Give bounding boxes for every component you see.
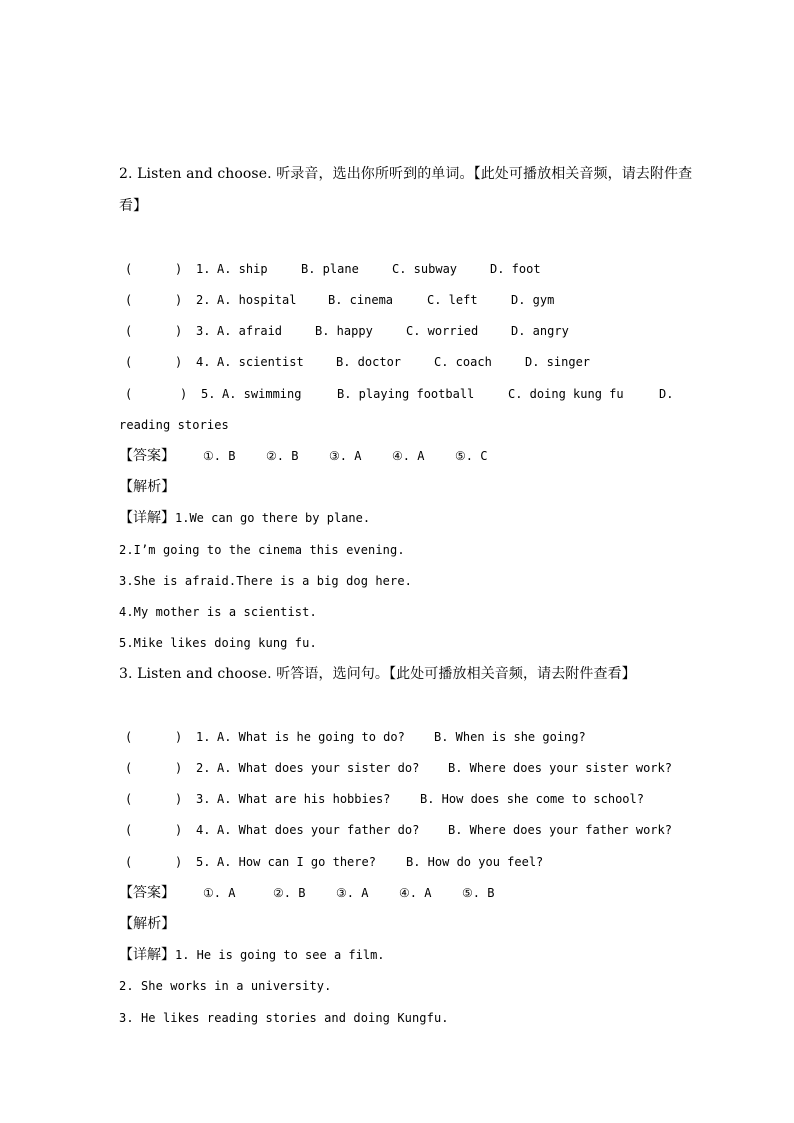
option-a: A. How can I go there? xyxy=(217,855,376,869)
option-b: B. plane xyxy=(301,262,359,276)
option-a: A. What are his hobbies? xyxy=(217,792,391,806)
detail-text: 3. He likes reading stories and doing Kungfu. xyxy=(119,1011,449,1025)
item-number: 1. xyxy=(196,730,211,744)
answer-label: 【答案】 xyxy=(119,448,175,464)
answer-paren-close: ) xyxy=(175,761,183,775)
detail-label: 【详解】 xyxy=(119,947,175,963)
list-item xyxy=(119,291,679,309)
list-item xyxy=(119,759,679,777)
analysis-label: 【解析】 xyxy=(119,916,176,932)
option-b: B. happy xyxy=(315,324,373,338)
analysis-label: 【解析】 xyxy=(119,479,176,495)
item-number: 2. xyxy=(196,293,211,307)
list-item xyxy=(119,322,679,340)
answer-paren-open: ( xyxy=(125,355,133,369)
answer-4: ④. A xyxy=(392,449,425,463)
answer-paren-close: ) xyxy=(175,355,183,369)
list-item xyxy=(119,853,679,871)
list-item xyxy=(119,821,679,839)
answer-paren-open: ( xyxy=(125,792,133,806)
option-b: B. cinema xyxy=(328,293,394,307)
section2-title: 2. Listen and choose. 听录音，选出你所听到的单词。【此处可播放相关音频，请去附件查 xyxy=(119,166,693,182)
option-a: A. What does your sister do? xyxy=(217,761,420,775)
detail-text: 1.We can go there by plane. xyxy=(175,511,371,525)
option-a: A. What is he going to do? xyxy=(217,730,405,744)
answer-paren-open: ( xyxy=(125,855,133,869)
list-item xyxy=(119,728,679,746)
answer-paren-open: ( xyxy=(125,293,133,307)
answer-1: ①. B xyxy=(203,449,236,463)
option-a: A. ship xyxy=(217,262,268,276)
option-d: D. angry xyxy=(511,324,569,338)
answer-1: ①. A xyxy=(203,886,236,900)
option-c: C. doing kung fu xyxy=(508,387,624,401)
section2-title-wrap: 看】 xyxy=(119,198,148,214)
option-b: B. Where does your sister work? xyxy=(448,761,672,775)
answer-paren-close: ) xyxy=(175,293,183,307)
option-d: D. singer xyxy=(525,355,591,369)
option-b: B. Where does your father work? xyxy=(448,823,672,837)
detail-text: 2.I’m going to the cinema this evening. xyxy=(119,543,405,557)
list-item xyxy=(119,385,679,403)
item-number: 1. xyxy=(196,262,211,276)
answer-2: ②. B xyxy=(266,449,299,463)
option-b: B. playing football xyxy=(337,387,475,401)
answer-3: ③. A xyxy=(329,449,362,463)
item-number: 3. xyxy=(196,324,211,338)
detail-text: 2. She works in a university. xyxy=(119,979,332,993)
answer-paren-close: ) xyxy=(175,855,183,869)
detail-line xyxy=(119,946,679,964)
option-a: A. afraid xyxy=(217,324,283,338)
detail-text: 3.She is afraid.There is a big dog here. xyxy=(119,574,412,588)
list-item xyxy=(119,790,679,808)
answer-paren-open: ( xyxy=(125,761,133,775)
option-d: D. xyxy=(659,387,674,401)
answer-paren-open: ( xyxy=(125,324,133,338)
answer-4: ④. A xyxy=(399,886,432,900)
answer-label: 【答案】 xyxy=(119,885,175,901)
item-number: 3. xyxy=(196,792,211,806)
item-number: 4. xyxy=(196,823,211,837)
option-c: C. subway xyxy=(392,262,458,276)
option-b: B. How do you feel? xyxy=(406,855,544,869)
option-a: A. hospital xyxy=(217,293,297,307)
section3-title: 3. Listen and choose. 听答语，选问句。【此处可播放相关音频，请去附件查看】 xyxy=(119,666,636,682)
option-b: B. How does she come to school? xyxy=(420,792,644,806)
detail-text: 4.My mother is a scientist. xyxy=(119,605,317,619)
option-a: A. scientist xyxy=(217,355,304,369)
option-b: B. doctor xyxy=(336,355,402,369)
answer-5: ⑤. C xyxy=(455,449,488,463)
answer-paren-close: ) xyxy=(175,262,183,276)
option-b: B. When is she going? xyxy=(434,730,586,744)
answer-paren-close: ) xyxy=(180,387,188,401)
option-a: A. swimming xyxy=(222,387,302,401)
answer-paren-open: ( xyxy=(125,387,133,401)
item-number: 4. xyxy=(196,355,211,369)
answer-paren-open: ( xyxy=(125,823,133,837)
answer-paren-close: ) xyxy=(175,823,183,837)
document-page xyxy=(119,0,693,1123)
option-d: D. gym xyxy=(511,293,555,307)
item-number: 2. xyxy=(196,761,211,775)
option-c: C. coach xyxy=(434,355,492,369)
answer-line xyxy=(119,884,679,902)
item-number: 5. xyxy=(196,855,211,869)
detail-text: 1. He is going to see a film. xyxy=(175,948,385,962)
answer-paren-close: ) xyxy=(175,324,183,338)
option-d-wrap: reading stories xyxy=(119,418,229,432)
option-c: C. worried xyxy=(406,324,479,338)
option-d: D. foot xyxy=(490,262,541,276)
option-a: A. What does your father do? xyxy=(217,823,420,837)
answer-paren-open: ( xyxy=(125,262,133,276)
answer-5: ⑤. B xyxy=(462,886,495,900)
detail-text: 5.Mike likes doing kung fu. xyxy=(119,636,317,650)
detail-line xyxy=(119,509,679,527)
answer-2: ②. B xyxy=(273,886,306,900)
list-item xyxy=(119,260,679,278)
answer-3: ③. A xyxy=(336,886,369,900)
answer-paren-open: ( xyxy=(125,730,133,744)
list-item xyxy=(119,353,679,371)
answer-paren-close: ) xyxy=(175,792,183,806)
detail-label: 【详解】 xyxy=(119,510,175,526)
option-c: C. left xyxy=(427,293,478,307)
answer-line xyxy=(119,447,679,465)
answer-paren-close: ) xyxy=(175,730,183,744)
item-number: 5. xyxy=(201,387,216,401)
